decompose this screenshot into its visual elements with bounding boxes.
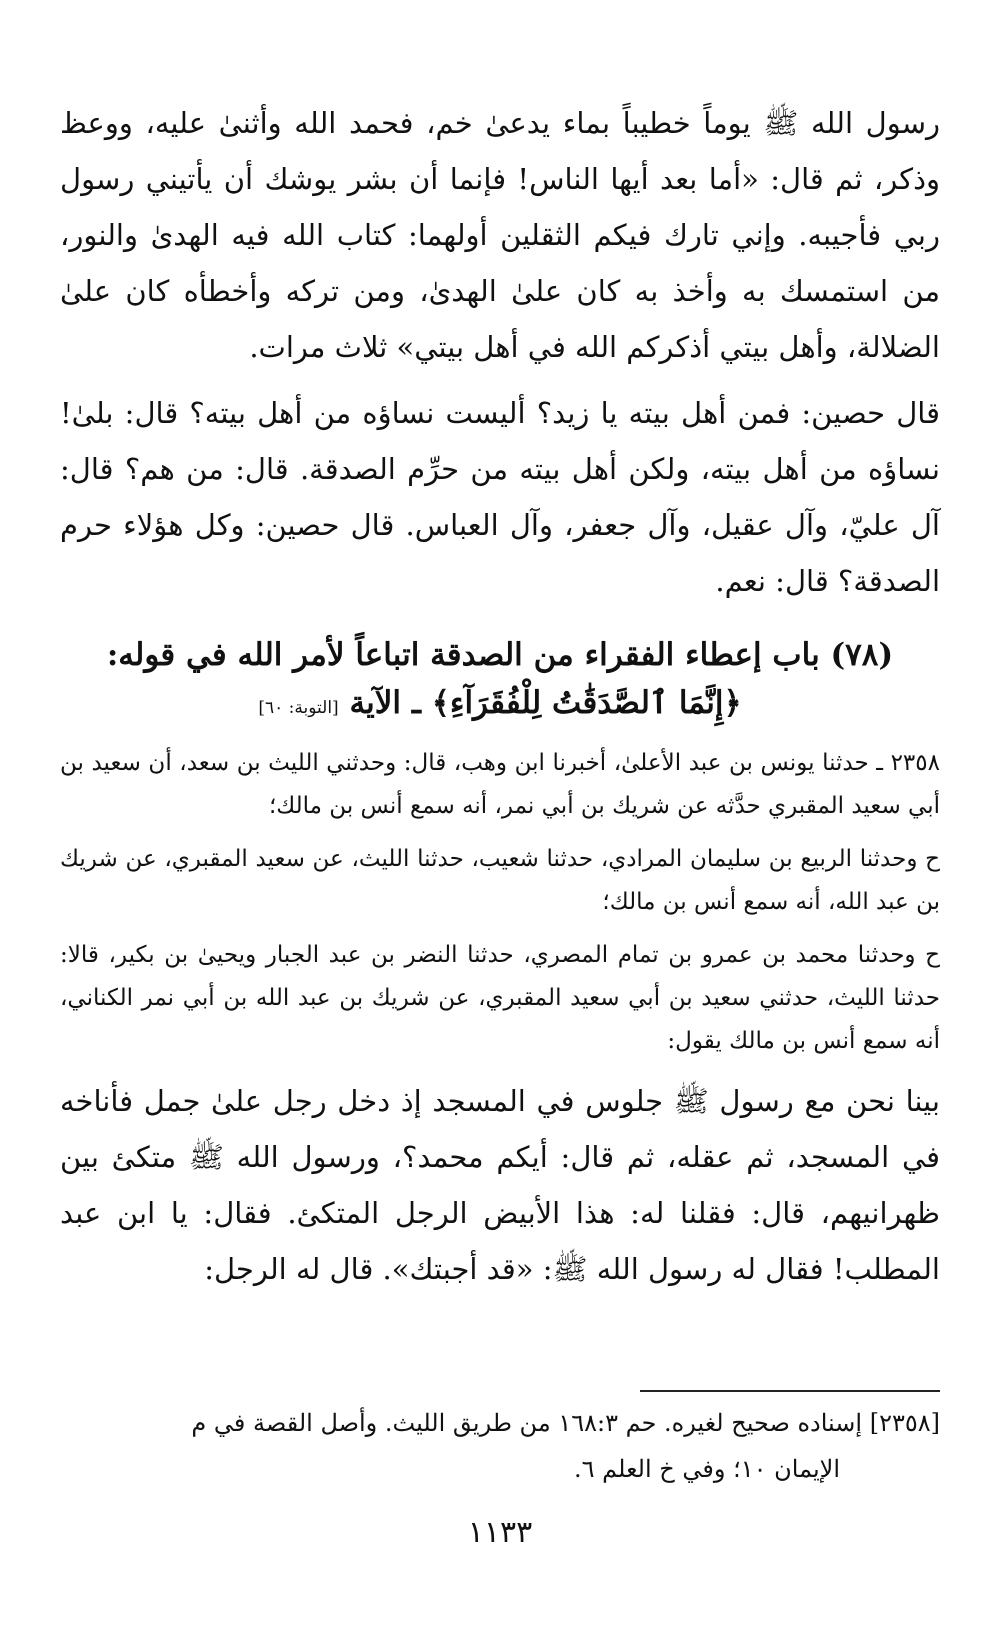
chapter-verse: ﴿إِنَّمَا ٱلصَّدَقَٰتُ لِلْفُقَرَآءِ﴾ ـ الآية	[349, 685, 742, 721]
footnote-line-2: الإيمان ١٠؛ وفي خ العلم ٦.	[574, 1455, 840, 1483]
narrative-paragraph-2: قال حصين: فمن أهل بيته يا زيد؟ أليست نساؤه من أهل بيته؟ قال: بلىٰ! نساؤه من أهل بيته، ولكن أهل بيته من حرِّم الصدقة. قال: من هم؟ قال: آل عليّ، وآل عقيل، وآل جعفر، وآل العباس. قال حصين: وكل هؤلاء حرم الصدقة؟ قال: نعم.	[60, 396, 940, 598]
hadith-isnad-3: ح وحدثنا محمد بن عمرو بن تمام المصري، حدثنا النضر بن عبد الجبار ويحيىٰ بن بكير، قالا: حدثنا الليث، حدثني سعيد بن أبي سعيد المقبري، عن شريك بن عبد الله بن أبي نمر الكناني، أنه سمع أنس بن مالك يقول:	[60, 942, 940, 1054]
footnote-divider	[640, 1390, 940, 1392]
hadith-matn: بينا نحن مع رسول ﷺ جلوس في المسجد إذ دخل رجل علىٰ جمل فأناخه في المسجد، ثم عقله، ثم قال: أيكم محمد؟، ورسول الله ﷺ متكئ بين ظهرانيهم، قال: فقلنا له: هذا الأبيض الرجل المتكئ. فقال: يا ابن عبد المطلب! فقال له رسول الله ﷺ: «قد أجبتك». قال له الرجل:	[60, 1084, 940, 1286]
narrative-paragraph-1: رسول الله ﷺ يوماً خطيباً بماء يدعىٰ خم، فحمد الله وأثنىٰ عليه، ووعظ وذكر، ثم قال: «أما بعد أيها الناس! فإنما أن بشر يوشك أن يأتيني رسول ربي فأجيبه. وإني تارك فيكم الثقلين أولهما: كتاب الله فيه الهدىٰ والنور، من استمسك به وأخذ به كان علىٰ الهدىٰ، ومن تركه وأخطأه كان علىٰ الضلالة، وأهل بيتي أذكركم الله في أهل بيتي» ثلاث مرات.	[60, 106, 940, 364]
footnote	[60, 1400, 940, 1492]
chapter-heading	[60, 631, 940, 732]
hadith-isnad-1: ٢٣٥٨ ـ حدثنا يونس بن عبد الأعلىٰ، أخبرنا ابن وهب، قال: وحدثني الليث بن سعد، أن سعيد بن أبي سعيد المقبري حدَّثه عن شريك بن أبي نمر، أنه سمع أنس بن مالك؛	[60, 750, 940, 819]
page-number: ١١٣٣	[467, 1515, 533, 1550]
page-body	[60, 95, 940, 1297]
hadith-isnad-2: ح وحدثنا الربيع بن سليمان المرادي، حدثنا شعيب، حدثنا الليث، عن سعيد المقبري، عن شريك بن عبد الله، أنه سمع أنس بن مالك؛	[60, 846, 940, 915]
chapter-title: (٧٨) باب إعطاء الفقراء من الصدقة اتباعاً لأمر الله في قوله:	[106, 637, 894, 673]
verse-reference: [التوبة: ٦٠]	[258, 698, 339, 718]
chapter-verse-line	[60, 679, 940, 732]
footnote-line-1: [٢٣٥٨] إسناده صحيح لغيره. حم ١٦٨:٣ من طريق الليث. وأصل القصة في م	[191, 1409, 940, 1437]
